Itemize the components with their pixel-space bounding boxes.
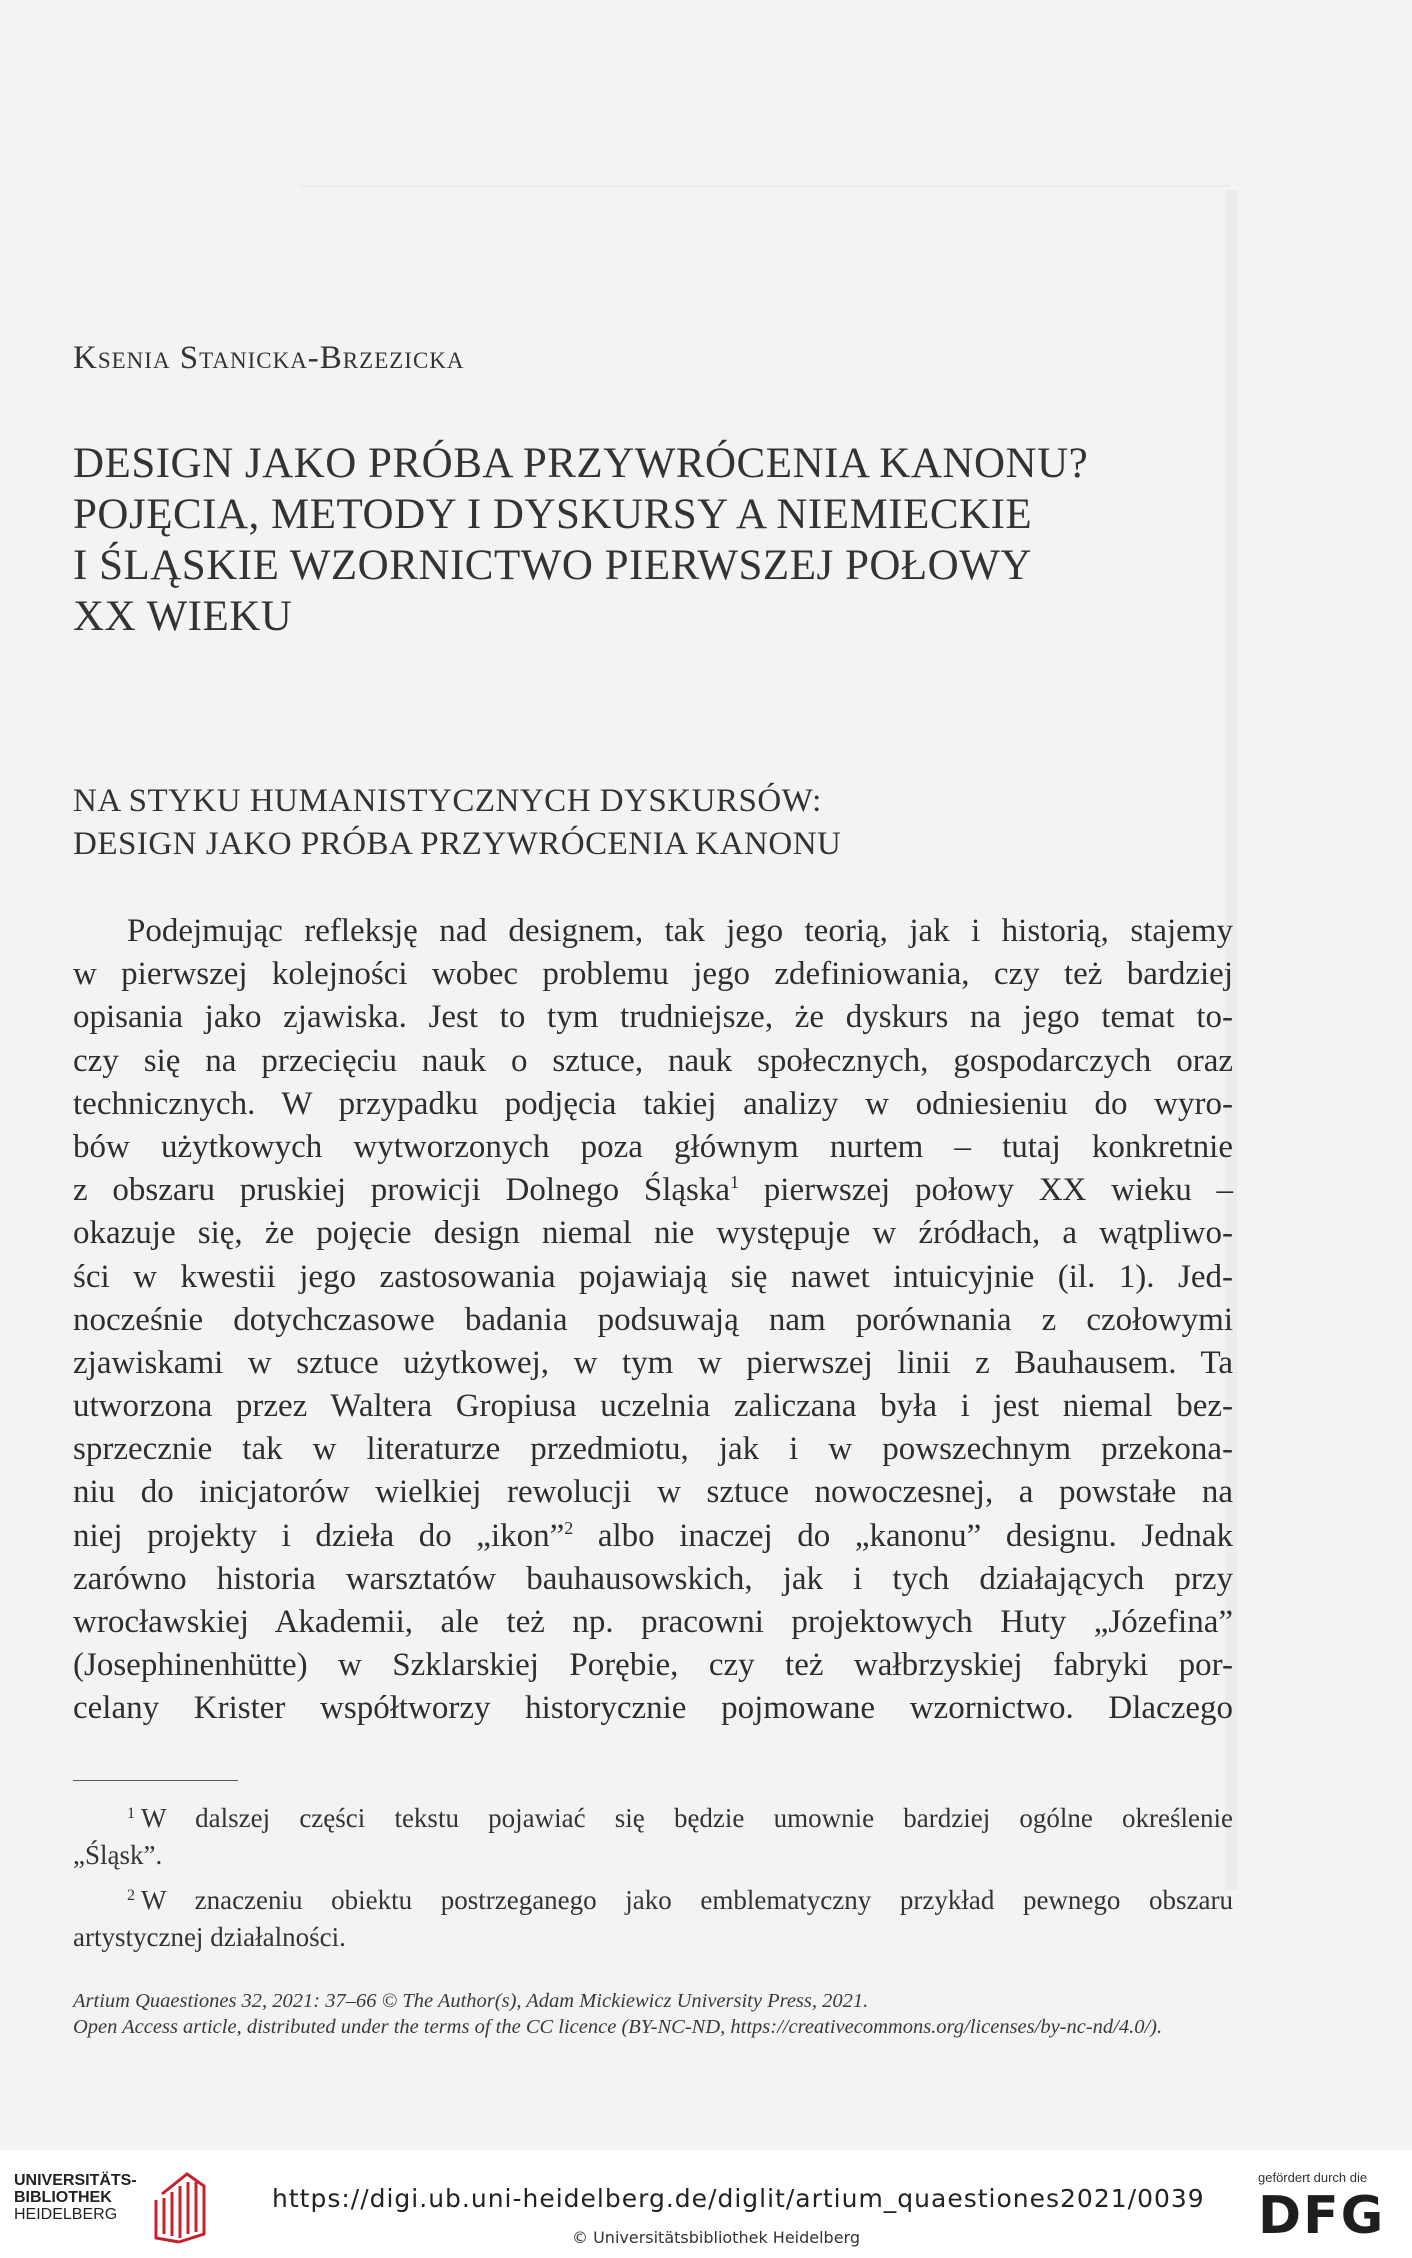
footnote-text: W znaczeniu obiektu postrzeganego jako emblematyczny przykład pewnego obszaru <box>141 1885 1233 1915</box>
dfg-logo[interactable] <box>1258 2170 1398 2250</box>
body-line: okazuje się, że pojęcie design niemal nie występuje w źródłach, a wątpliwo- <box>73 1215 1233 1252</box>
citation-line: Open Access article, distributed under the terms of the CC licence (BY-NC-ND, https://creativecommons.org/licenses/by-nc-nd/4.0/). <box>73 2016 1163 2038</box>
footnote-number-2: 2 <box>127 1887 135 1904</box>
title-line: POJĘCIA, METODY I DYSKURSY A NIEMIECKIE <box>73 491 1033 538</box>
footnote-gap <box>73 1874 1233 1882</box>
footnote-2-continuation: artystycznej działalności. <box>73 1922 346 1952</box>
body-line: celany Krister współtworzy historycznie pojmowane wzornictwo. Dlaczego <box>73 1690 1233 1727</box>
copyright-notice: © Universitätsbibliothek Heidelberg <box>572 2228 861 2247</box>
title-line: DESIGN JAKO PRÓBA PRZYWRÓCENIA KANONU? <box>73 440 1089 487</box>
body-line: technicznych. W przypadku podjęcia takiej analizy w odniesieniu do wyro- <box>73 1085 1233 1122</box>
library-name <box>14 2172 137 2223</box>
body-line-text: z obszaru pruskiej prowicji Dolnego Śląska <box>73 1172 731 1209</box>
library-name-line: HEIDELBERG <box>14 2206 118 2223</box>
body-line: sprzecznie tak w literaturze przedmiotu, jak i w powszechnym przekona- <box>73 1431 1233 1468</box>
footnote-reference-2[interactable]: 2 <box>564 1517 574 1538</box>
title-line: XX WIEKU <box>73 593 293 640</box>
section-heading-line: DESIGN JAKO PRÓBA PRZYWRÓCENIA KANONU <box>73 826 842 862</box>
footnote-separator <box>73 1780 238 1781</box>
digitization-footer <box>0 2150 1412 2258</box>
footnote-number-1: 1 <box>127 1805 135 1822</box>
body-line: opisania jako zjawiska. Jest to tym trudniejsze, że dyskurs na jego temat to- <box>73 999 1233 1036</box>
body-line: (Josephinenhütte) w Szklarskiej Porębie, czy też wałbrzyskiej fabryki por- <box>73 1647 1233 1684</box>
body-line: bów użytkowych wytworzonych poza głównym nurtem – tutaj konkretnie <box>73 1128 1233 1165</box>
body-paragraph <box>73 910 1233 1731</box>
body-line: zjawiskami w sztuce użytkowej, w tym w pierwszej linii z Bauhausem. Ta <box>73 1344 1233 1381</box>
body-line: ści w kwestii jego zastosowania pojawiają się nawet intuicyjnie (il. 1). Jed- <box>73 1258 1233 1295</box>
footnote-1-continuation: „Śląsk”. <box>73 1840 163 1870</box>
body-line: wrocławskiej Akademii, ale też np. pracowni projektowych Huty „Józefina” <box>73 1604 1233 1640</box>
library-name-line: UNIVERSITÄTS- <box>14 2172 137 2189</box>
footnote-1 <box>73 1800 1233 1837</box>
body-line: w pierwszej kolejności wobec problemu jego zdefiniowania, czy też bardziej <box>73 956 1233 993</box>
body-line: utworzona przez Waltera Gropiusa uczelnia zaliczana była i jest niemal bez- <box>73 1388 1233 1425</box>
body-line-text: pierwszej połowy XX wieku – <box>739 1172 1233 1209</box>
author-name: Ksenia Stanicka-Brzezicka <box>73 340 465 376</box>
body-line: Podejmując refleksję nad designem, tak jego teorią, jak i historią, stajemy <box>127 913 1233 949</box>
bleed-through-rule <box>300 185 1230 187</box>
body-line: czy się na przecięciu nauk o sztuce, nauk społecznych, gospodarczych oraz <box>73 1042 1233 1079</box>
title-line: I ŚLĄSKIE WZORNICTWO PIERWSZEJ POŁOWY <box>73 542 1032 589</box>
dfg-wordmark: DFG <box>1258 2186 1386 2246</box>
citation-note <box>73 1988 1243 2040</box>
body-line-text: albo inaczej do „kanonu” designu. Jednak <box>573 1517 1233 1554</box>
footnotes <box>73 1800 1233 1956</box>
body-line: nocześnie dotychczasowe badania podsuwają nam porównania z czołowymi <box>73 1301 1233 1338</box>
citation-line: Artium Quaestiones 32, 2021: 37–66 © The Author(s), Adam Mickiewicz University Press, 2021. <box>73 1990 869 2012</box>
library-logo[interactable] <box>14 2172 224 2242</box>
body-line-text: niej projekty i dzieła do „ikon” <box>73 1517 565 1554</box>
section-heading-line: NA STYKU HUMANISTYCZNYCH DYSKURSÓW: <box>73 783 822 819</box>
body-line-with-footnote <box>73 1515 1233 1558</box>
body-line: zarówno historia warsztatów bauhausowskich, jak i tych działających przy <box>73 1560 1233 1597</box>
footnote-reference-1[interactable]: 1 <box>730 1172 740 1193</box>
article-title <box>73 438 1223 642</box>
dfg-caption: gefördert durch die <box>1258 2170 1368 2185</box>
ub-heidelberg-mark-icon <box>142 2164 212 2244</box>
permalink-url[interactable]: https://digi.ub.uni-heidelberg.de/diglit/artium_quaestiones2021/0039 <box>272 2184 1205 2213</box>
section-heading <box>73 780 841 866</box>
footnote-text: W dalszej części tekstu pojawiać się będzie umownie bardziej ogólne określenie <box>141 1803 1233 1833</box>
library-name-line: BIBLIOTHEK <box>14 2189 112 2206</box>
body-line: niu do inicjatorów wielkiej rewolucji w sztuce nowoczesnej, a powstałe na <box>73 1474 1233 1511</box>
footnote-2 <box>73 1882 1233 1919</box>
body-line-with-footnote <box>73 1169 1233 1212</box>
